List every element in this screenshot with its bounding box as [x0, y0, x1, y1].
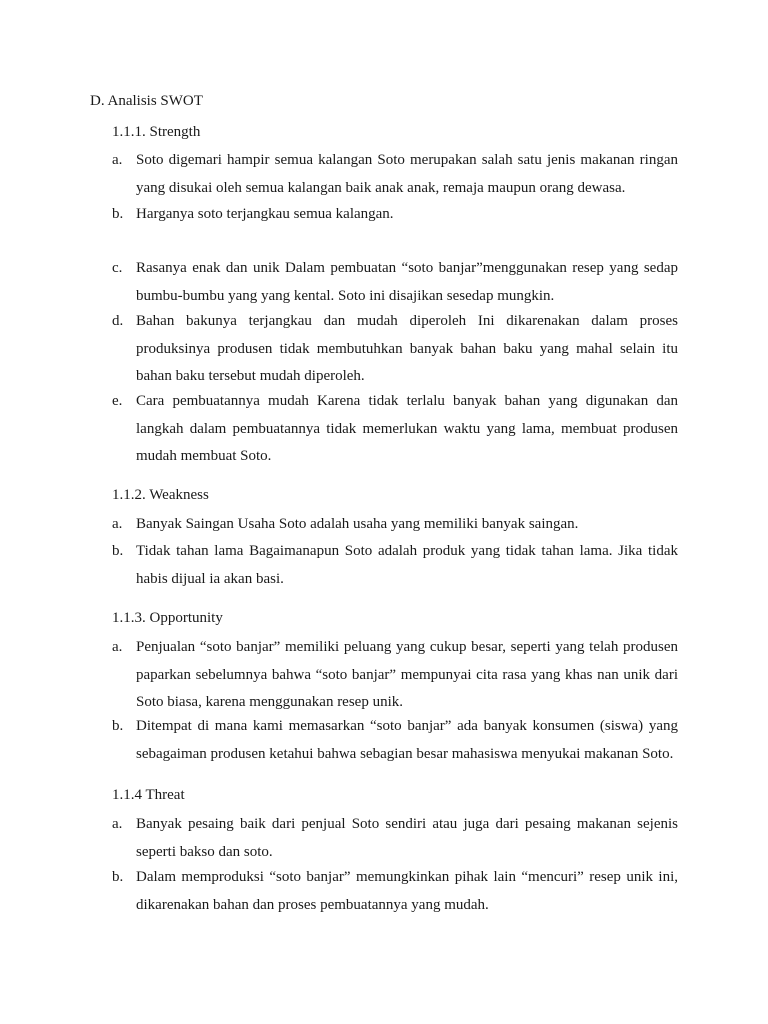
- list-marker: c.: [112, 260, 123, 276]
- section-heading: D. Analisis SWOT: [90, 93, 203, 109]
- list-item-text: Cara pembuatannya mudah Karena tidak terlalu banyak bahan yang digunakan dan langkah dalam pembuatannya tidak memerlukan waktu yang lama, membuat produsen mudah membuat Soto.: [136, 393, 678, 464]
- strength-heading: 1.1.1. Strength: [112, 124, 201, 140]
- list-item-text: Ditempat di mana kami memasarkan “soto banjar” ada banyak konsumen (siswa) yang sebagaiman produsen ketahui bahwa sebagian besar mahasiswa menyukai makanan Soto.: [136, 718, 678, 762]
- weakness-heading: 1.1.2. Weakness: [112, 487, 209, 503]
- list-marker: b.: [112, 869, 124, 885]
- list-marker: a.: [112, 639, 123, 655]
- weakness-item-b: [112, 538, 678, 593]
- opportunity-heading: 1.1.3. Opportunity: [112, 610, 223, 626]
- threat-item-b: [112, 864, 678, 919]
- threat-item-a: [112, 811, 678, 866]
- list-item-text: Rasanya enak dan unik Dalam pembuatan “soto banjar”menggunakan resep yang sedap bumbu-bumbu yang yang kental. Soto ini disajikan sesedap mungkin.: [136, 260, 678, 304]
- list-marker: a.: [112, 152, 123, 168]
- strength-item-d: [112, 308, 678, 391]
- list-item-text: Bahan bakunya terjangkau dan mudah diperoleh Ini dikarenakan dalam proses produksinya produsen tidak membutuhkan banyak bahan baku yang mahal selain itu bahan baku tersebut mudah diperoleh.: [136, 313, 678, 384]
- weakness-item-a: [112, 511, 678, 539]
- list-item-text: Banyak pesaing baik dari penjual Soto sendiri atau juga dari pesaing makanan sejenis seperti bakso dan soto.: [136, 816, 678, 860]
- opportunity-item-a: [112, 634, 678, 717]
- list-marker: a.: [112, 516, 123, 532]
- opportunity-item-b: [112, 713, 678, 768]
- list-marker: a.: [112, 816, 123, 832]
- list-item-text: Dalam memproduksi “soto banjar” memungkinkan pihak lain “mencuri” resep unik ini, dikarenakan bahan dan proses pembuatannya yang mudah.: [136, 869, 678, 913]
- strength-item-a: [112, 147, 678, 202]
- list-marker: d.: [112, 313, 124, 329]
- list-marker: e.: [112, 393, 123, 409]
- strength-item-b: [112, 201, 678, 229]
- strength-item-e: [112, 388, 678, 471]
- list-item-text: Banyak Saingan Usaha Soto adalah usaha yang memiliki banyak saingan.: [136, 516, 579, 532]
- list-marker: b.: [112, 718, 124, 734]
- threat-heading: 1.1.4 Threat: [112, 787, 185, 803]
- list-item-text: Soto digemari hampir semua kalangan Soto merupakan salah satu jenis makanan ringan yang disukai oleh semua kalangan baik anak anak, remaja maupun orang dewasa.: [136, 152, 678, 196]
- list-item-text: Penjualan “soto banjar” memiliki peluang yang cukup besar, seperti yang telah produsen paparkan sebelumnya bahwa “soto banjar” mempunyai cita rasa yang khas nan unik dari Soto biasa, karena menggunakan resep unik.: [136, 639, 678, 710]
- strength-item-c: [112, 255, 678, 310]
- list-item-text: Tidak tahan lama Bagaimanapun Soto adalah produk yang tidak tahan lama. Jika tidak habis dijual ia akan basi.: [136, 543, 678, 587]
- list-item-text: Harganya soto terjangkau semua kalangan.: [136, 206, 394, 222]
- list-marker: b.: [112, 206, 124, 222]
- list-marker: b.: [112, 543, 124, 559]
